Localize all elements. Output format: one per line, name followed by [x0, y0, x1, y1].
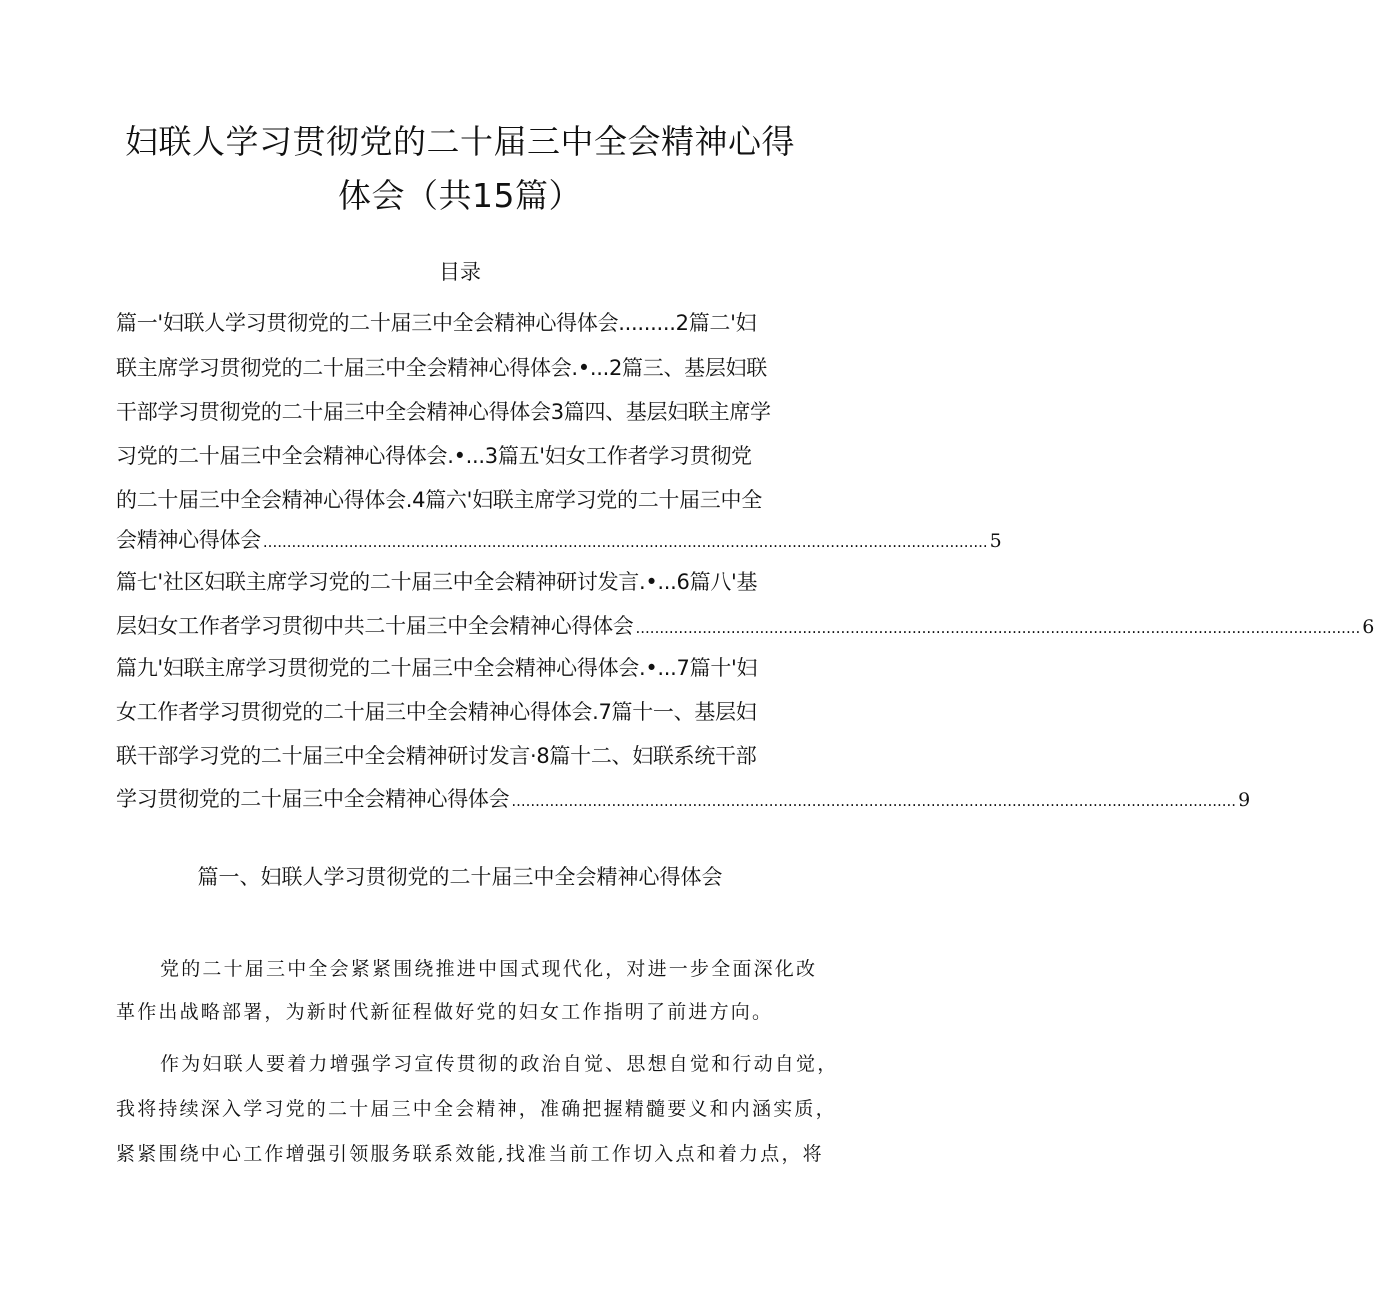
toc-page-number: 5: [989, 530, 1002, 552]
toc-line[interactable]: 的二十届三中全会精神心得体会.4篇六'妇联主席学习党的二十届三中全: [116, 488, 762, 512]
toc-line[interactable]: 篇一'妇联人学习贯彻党的二十届三中全会精神心得体会.........2篇二'妇: [116, 311, 757, 335]
body-paragraph-line: 党的二十届三中全会紧紧围绕推进中国式现代化，对进一步全面深化改: [160, 958, 818, 980]
toc-dot-leader: ........................................................................................................................................................: [262, 533, 988, 551]
body-paragraph-line: 作为妇联人要着力增强学习宣传贯彻的政治自觉、思想自觉和行动自觉，: [160, 1053, 839, 1075]
toc-line[interactable]: 女工作者学习贯彻党的二十届三中全会精神心得体会.7篇十一、基层妇: [116, 700, 757, 724]
toc-entry-page-6[interactable]: [116, 611, 1374, 643]
toc-line[interactable]: 习党的二十届三中全会精神心得体会.•...3篇五'妇女工作者学习贯彻党: [116, 444, 752, 468]
toc-dot-leader: ........................................................................................................................................................: [511, 792, 1237, 810]
body-paragraph-line: 紧紧围绕中心工作增强引领服务联系效能,找准当前工作切入点和着力点，将: [116, 1143, 824, 1165]
toc-line[interactable]: 篇九'妇联主席学习贯彻党的二十届三中全会精神心得体会.•...7篇十'妇: [116, 656, 758, 680]
body-paragraph-line: 革作出战略部署，为新时代新征程做好党的妇女工作指明了前进方向。: [116, 1001, 774, 1023]
toc-entry-text: 层妇女工作者学习贯彻中共二十届三中全会精神心得体会: [116, 614, 634, 638]
body-paragraph-line: 我将持续深入学习党的二十届三中全会精神，准确把握精髓要义和内涵实质，: [116, 1098, 837, 1120]
toc-line[interactable]: 联主席学习贯彻党的二十届三中全会精神心得体会.•...2篇三、基层妇联: [116, 356, 767, 380]
toc-heading: 目录: [439, 260, 481, 284]
toc-entry-page-9[interactable]: [116, 784, 1250, 816]
toc-dot-leader: ........................................................................................................................................................: [635, 619, 1361, 637]
toc-line[interactable]: 篇七'社区妇联主席学习党的二十届三中全会精神研讨发言.•...6篇八'基: [116, 570, 758, 594]
toc-line[interactable]: 干部学习贯彻党的二十届三中全会精神心得体会3篇四、基层妇联主席学: [116, 400, 771, 424]
toc-entry-page-5[interactable]: [116, 525, 1002, 557]
document-title-line-2: 体会（共15篇）: [338, 176, 582, 215]
toc-entry-text: 学习贯彻党的二十届三中全会精神心得体会: [116, 787, 510, 811]
document-title-line-1: 妇联人学习贯彻党的二十届三中全会精神心得: [125, 122, 795, 161]
toc-entry-text: 会精神心得体会: [116, 528, 261, 552]
toc-page-number: 9: [1238, 789, 1250, 811]
toc-page-number: 6: [1362, 616, 1374, 638]
toc-line[interactable]: 联干部学习党的二十届三中全会精神研讨发言·8篇十二、妇联系统干部: [116, 744, 757, 768]
section-heading: 篇一、妇联人学习贯彻党的二十届三中全会精神心得体会: [197, 865, 723, 889]
